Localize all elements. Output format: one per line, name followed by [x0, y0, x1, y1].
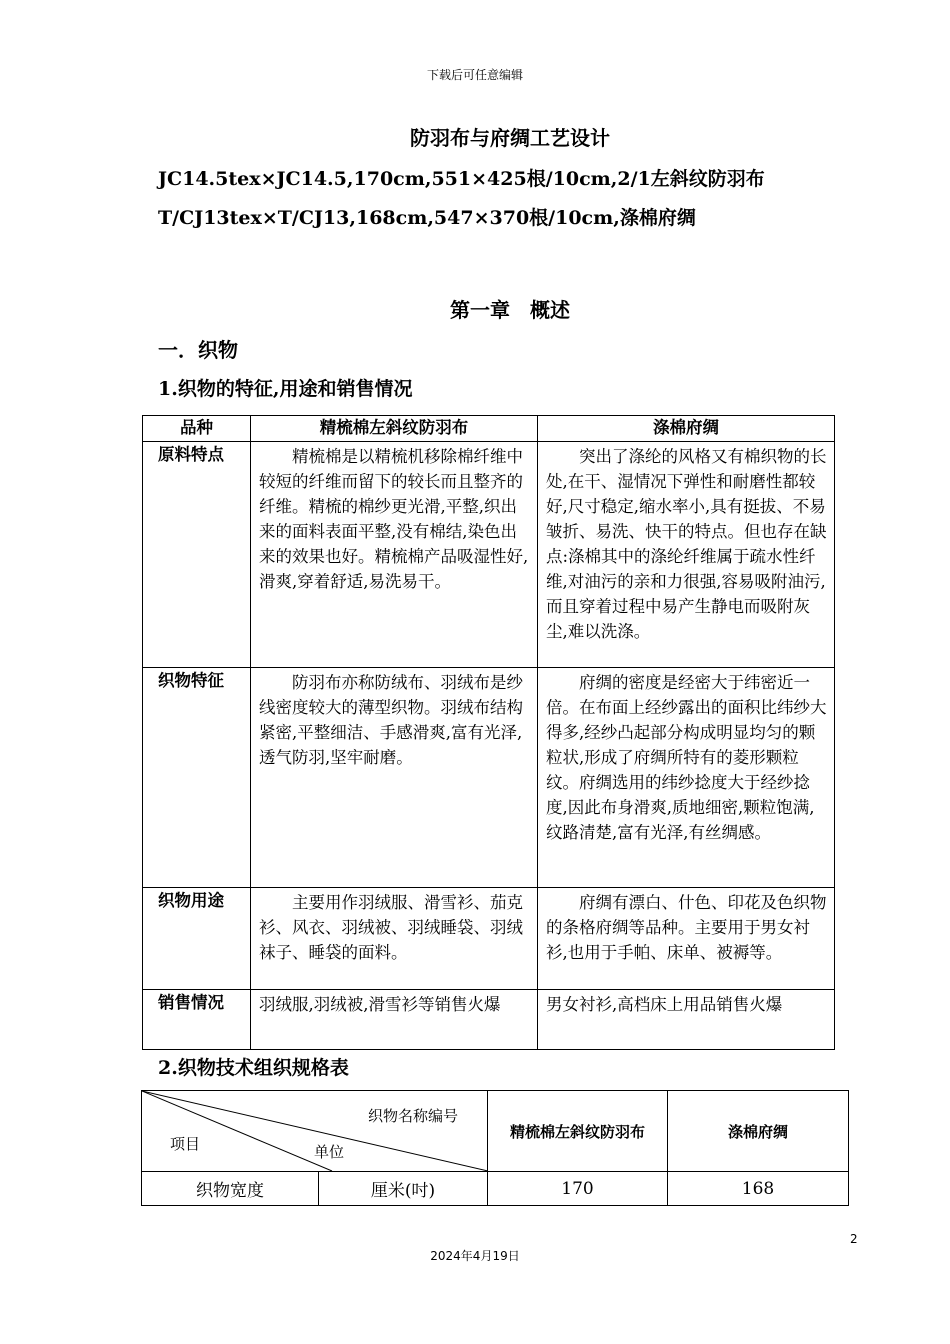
header-note: 下载后可任意编辑 — [426, 68, 523, 82]
table-row — [143, 442, 835, 668]
table-cell: 府绸有漂白、什色、印花及色织物的条格府绸等品种。主要用于男女衬衫,也用于手帕、床单、被褥等。 — [538, 888, 835, 990]
table-row — [142, 1172, 849, 1206]
chapter-heading: 第一章 概述 — [450, 298, 570, 322]
diagonal-header-cell — [142, 1091, 488, 1172]
diag-label-mid: 单位 — [314, 1143, 345, 1161]
table-row — [143, 888, 835, 990]
document-title: 防羽布与府绸工艺设计 — [410, 126, 610, 150]
table-cell: 精梳棉是以精梳机移除棉纤维中较短的纤维而留下的较长而且整齐的纤维。精梳的棉纱更光滑,平整,织出来的面料表面平整,没有棉结,染色出来的效果也好。精梳棉产品吸湿性好,滑爽,穿着舒适,易洗易干。 — [251, 442, 538, 668]
spec-line-2: T/CJ13tex×T/CJ13,168cm,547×370根/10cm,涤棉府绸 — [158, 207, 696, 229]
page-number: 2 — [850, 1232, 858, 1246]
table-cell: 男女衬衫,高档床上用品销售火爆 — [538, 990, 835, 1050]
subsection-heading-1: 1.织物的特征,用途和销售情况 — [158, 378, 413, 400]
table-cell: 168 — [668, 1172, 849, 1206]
table-cell: 主要用作羽绒服、滑雪衫、茄克衫、风衣、羽绒被、羽绒睡袋、羽绒袜子、睡袋的面料。 — [251, 888, 538, 990]
row-label: 原料特点 — [143, 442, 251, 668]
table-cell: 170 — [488, 1172, 668, 1206]
table-header: 精梳棉左斜纹防羽布 — [488, 1091, 668, 1172]
table-row — [143, 668, 835, 888]
table-cell: 羽绒服,羽绒被,滑雪衫等销售火爆 — [251, 990, 538, 1050]
fabric-features-table — [142, 415, 835, 1050]
table-cell: 织物宽度 — [142, 1172, 319, 1206]
spec-line-1: JC14.5tex×JC14.5,170cm,551×425根/10cm,2/1左斜纹防羽布 — [158, 168, 765, 190]
table-row — [143, 990, 835, 1050]
section-heading: 一．织物 — [158, 338, 238, 362]
fabric-spec-table — [141, 1090, 849, 1206]
table-cell: 厘米(吋) — [319, 1172, 488, 1206]
diag-label-top: 织物名称编号 — [368, 1107, 459, 1125]
row-label: 织物用途 — [143, 888, 251, 990]
table-cell: 府绸的密度是经密大于纬密近一倍。在布面上经纱露出的面积比纬纱大得多,经纱凸起部分构成明显均匀的颗粒状,形成了府绸所特有的菱形颗粒纹。府绸选用的纬纱捻度大于经纱捻度,因此布身滑爽,质地细密,颗粒饱满,纹路清楚,富有光泽,有丝绸感。 — [538, 668, 835, 888]
table-header: 品种 — [143, 416, 251, 442]
footer-date: 2024年4月19日 — [430, 1249, 520, 1263]
table-cell: 突出了涤纶的风格又有棉织物的长处,在干、湿情况下弹性和耐磨性都较好,尺寸稳定,缩水率小,具有挺拔、不易皱折、易洗、快干的特点。但也存在缺点:涤棉其中的涤纶纤维属于疏水性纤维,对油污的亲和力很强,容易吸附油污,而且穿着过程中易产生静电而吸附灰尘,难以洗涤。 — [538, 442, 835, 668]
table-header: 涤棉府绸 — [668, 1091, 849, 1172]
row-label: 织物特征 — [143, 668, 251, 888]
table-header: 精梳棉左斜纹防羽布 — [251, 416, 538, 442]
row-label: 销售情况 — [143, 990, 251, 1050]
diag-label-left: 项目 — [170, 1135, 201, 1153]
subsection-heading-2: 2.织物技术组织规格表 — [158, 1057, 349, 1079]
table-header: 涤棉府绸 — [538, 416, 835, 442]
table-cell: 防羽布亦称防绒布、羽绒布是纱线密度较大的薄型织物。羽绒布结构紧密,平整细洁、手感滑爽,富有光泽,透气防羽,坚牢耐磨。 — [251, 668, 538, 888]
